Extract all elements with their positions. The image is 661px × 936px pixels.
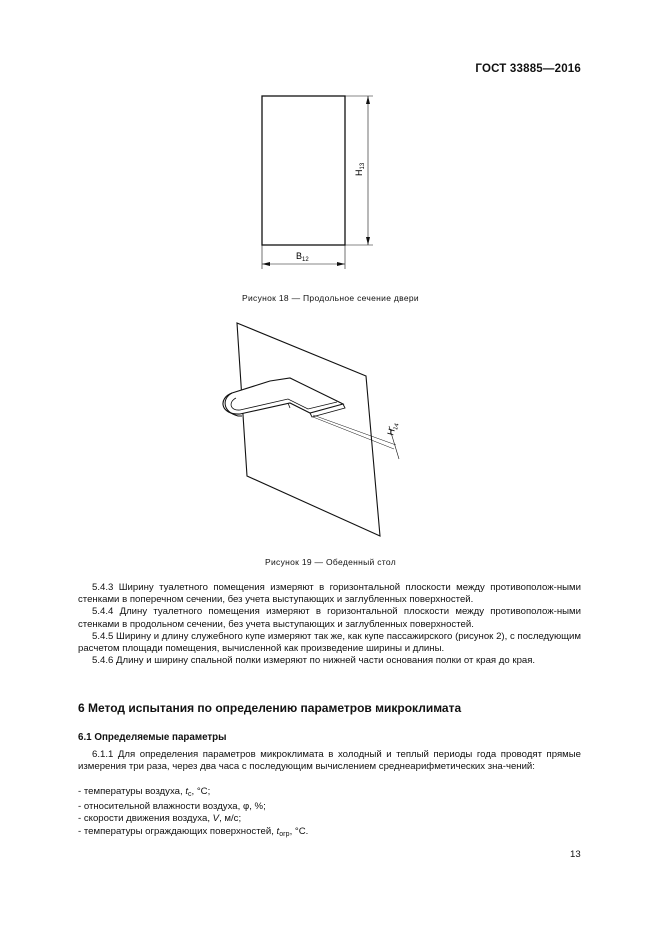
paragraph-5-4-4: 5.4.4 Длину туалетного помещения измеряют в горизонтальной плоскости между противополож-ными стенками в продольном сечении, без учета выступающих и заглубленных поверхностей. — [78, 606, 581, 630]
paragraph-5-4-5: 5.4.5 Ширину и длину служебного купе измеряют так же, как купе пассажирского (рисунок 2), с последующим расчетом площади помещения, вычисленной как произведение ширины и длины. — [78, 630, 581, 655]
section-5-4-paragraphs — [78, 582, 581, 667]
list-item: - относительной влажности воздуха, φ, %; — [78, 801, 266, 813]
document-code: ГОСТ 33885—2016 — [475, 63, 581, 75]
width-label: $B_{12}$ — [296, 251, 309, 263]
paragraph-6-1-1 — [78, 749, 581, 773]
list-item: - температуры воздуха, $t_c$, °C; — [78, 786, 211, 798]
height-label: $H_{13}$ — [354, 162, 366, 176]
figure-18-caption: Рисунок 18 — Продольное сечение двери — [242, 293, 419, 303]
figure-19-caption: Рисунок 19 — Обеденный стол — [265, 557, 396, 567]
paragraph-5-4-6: 5.4.6 Длину и ширину спальной полки измеряют по нижней части основания полки от края до края. — [92, 655, 536, 667]
section-6-title: 6 Метод испытания по определению параметров микроклимата — [78, 701, 462, 715]
paragraph-5-4-3: 5.4.3 Ширину туалетного помещения измеряют в горизонтальной плоскости между противополож-ными стенками в поперечном сечении, без учета выступающих и заглубленных поверхностей. — [78, 582, 581, 606]
page-number: 13 — [570, 849, 581, 860]
parameters-list — [78, 786, 581, 841]
door-outline — [262, 96, 345, 245]
paragraph-6-1-1-text: 6.1.1 Для определения параметров микроклимата в холодный и теплый периоды года проводят прямые измерения три раза, через два часа с последующим вычислением среднеарифметических зна-чений: — [78, 749, 581, 773]
list-item: - температуры ограждающих поверхностей, $t_{огр}$, °C. — [78, 825, 309, 838]
wall-panel — [237, 323, 380, 536]
section-6-1-title: 6.1 Определяемые параметры — [78, 732, 227, 743]
figure-18-door-section — [240, 88, 390, 273]
list-item: - скорости движения воздуха, V, м/с; — [78, 813, 242, 825]
table-height-label: $H_{14}$ — [385, 422, 401, 437]
figure-19-dining-table — [200, 318, 420, 543]
